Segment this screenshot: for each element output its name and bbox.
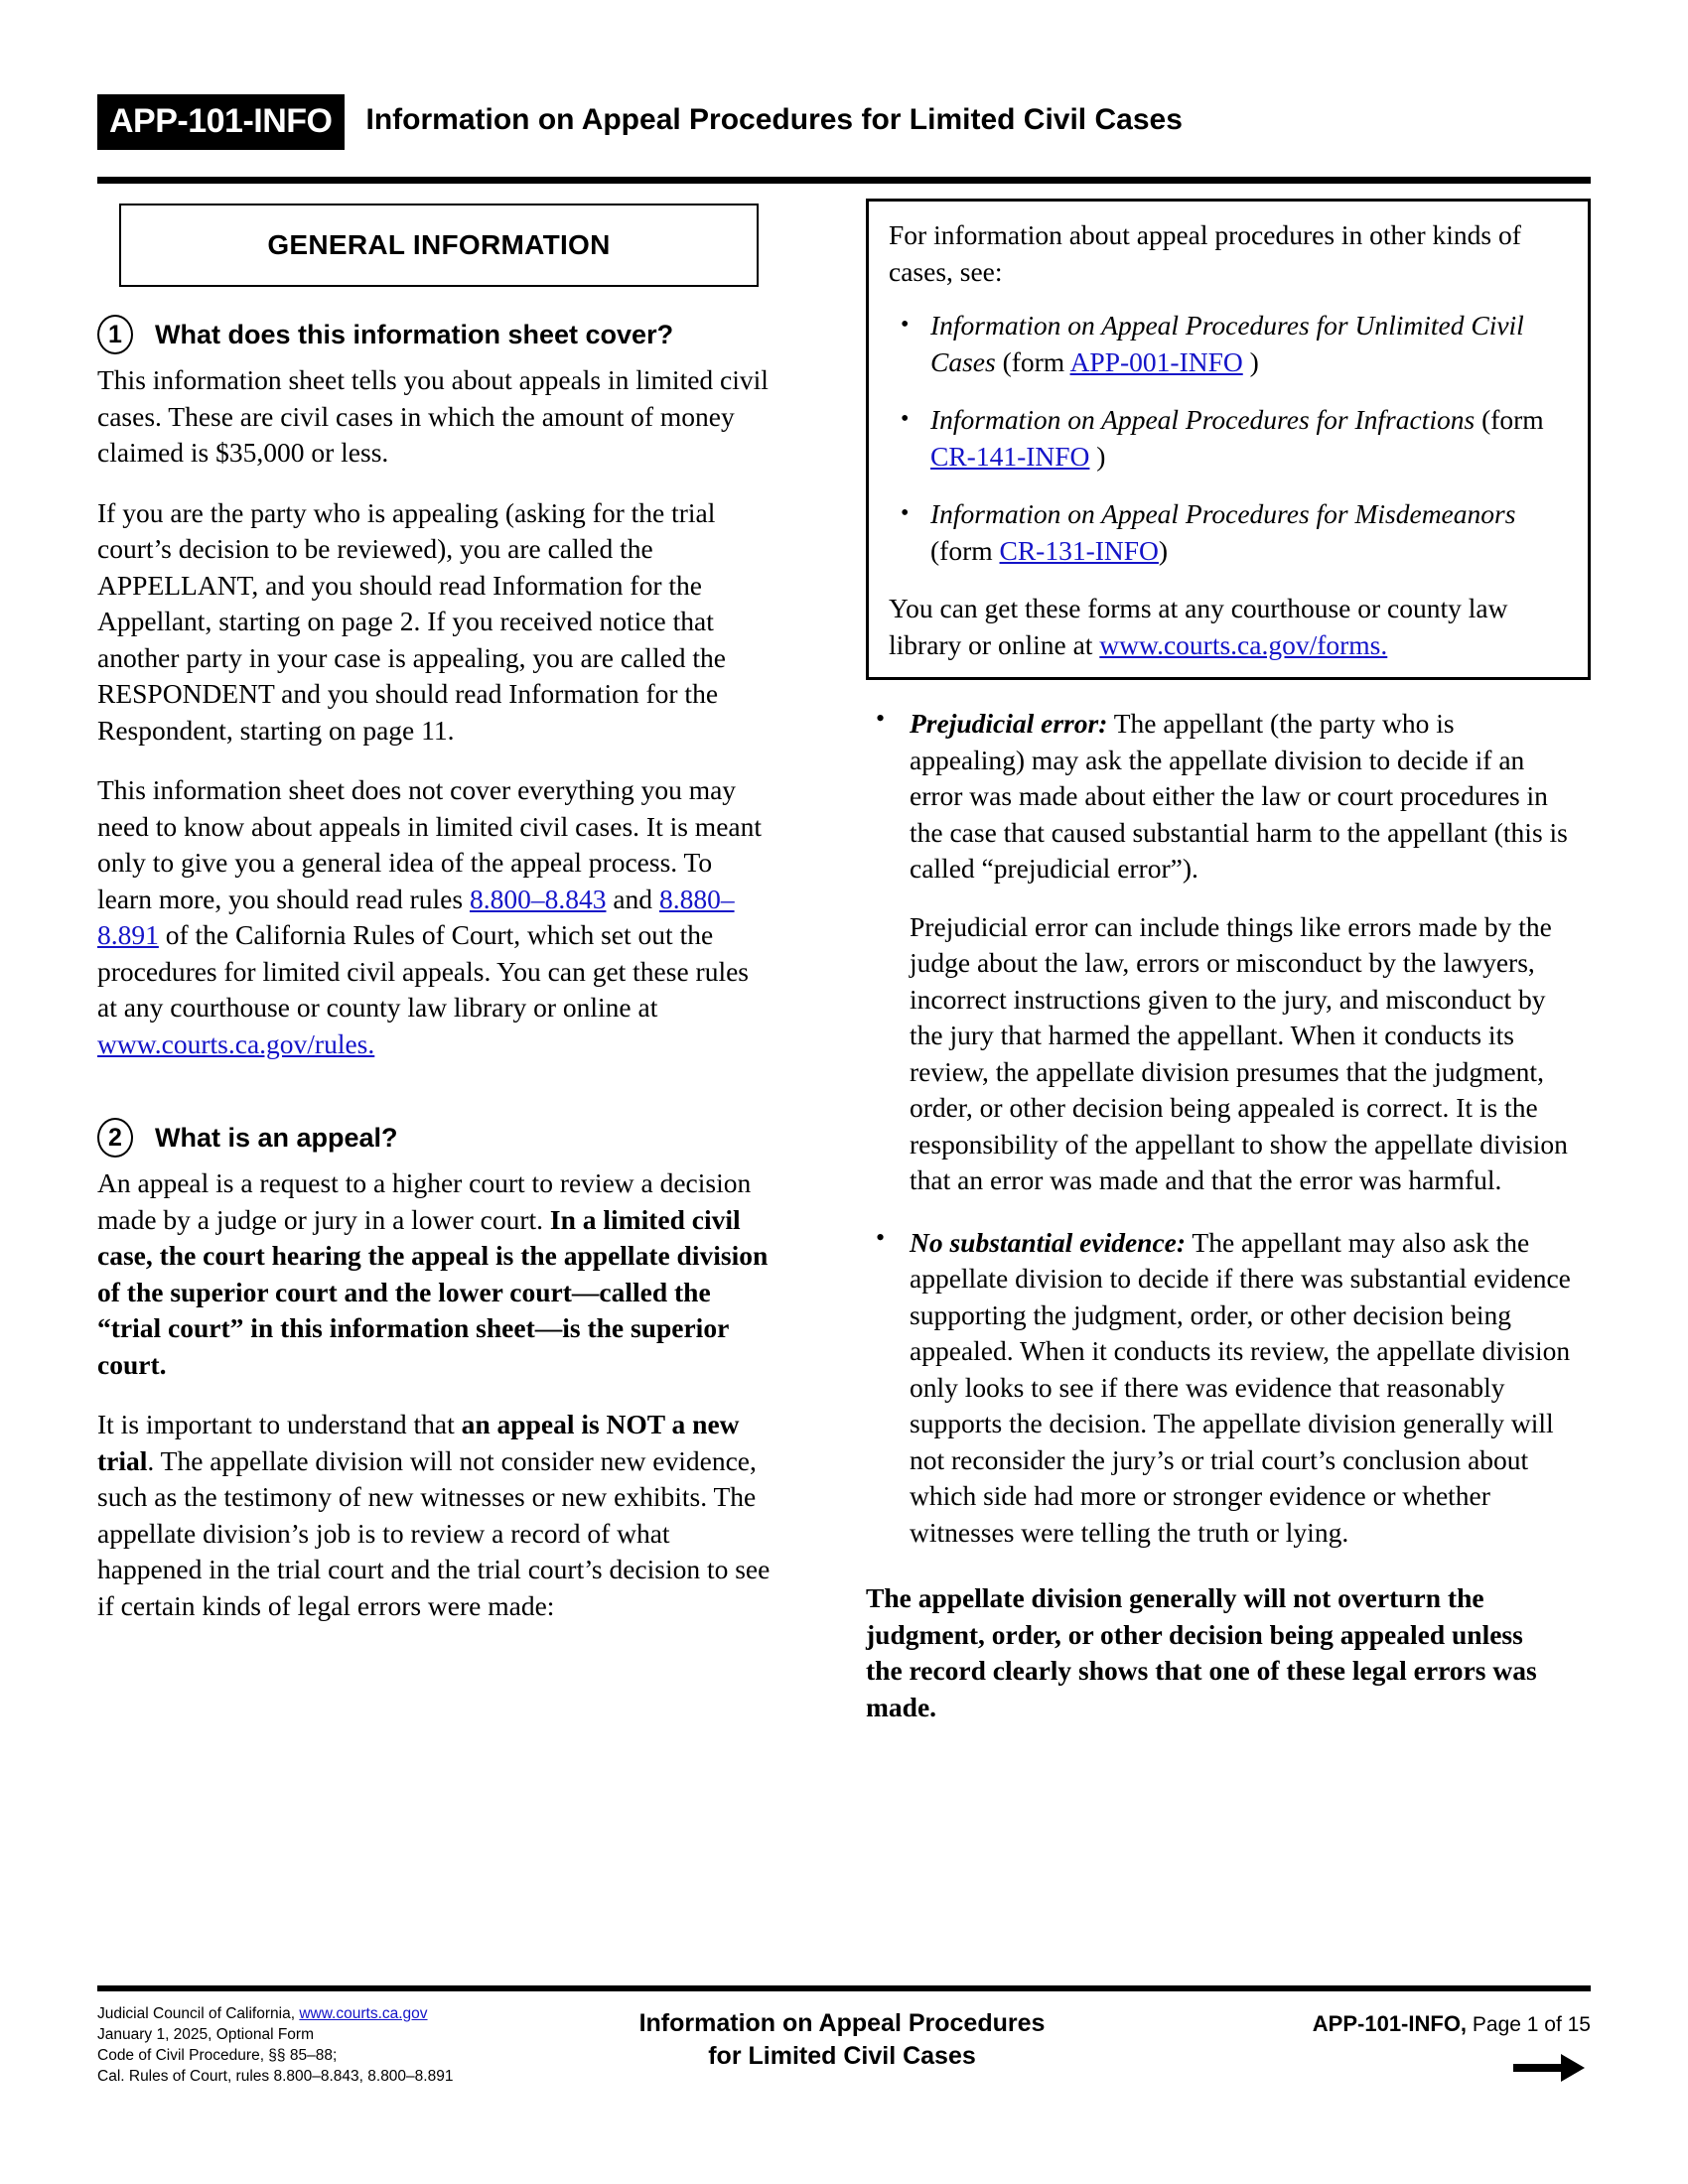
- link-form-cr-131-info[interactable]: CR-131-INFO: [999, 534, 1159, 566]
- form-suffix: ): [1089, 440, 1106, 472]
- legal-error-types-list: [866, 706, 1591, 1551]
- left-column: [97, 204, 792, 1648]
- form-title-infractions: Information on Appeal Procedures for Infractions: [930, 404, 1476, 435]
- list-item: [866, 1225, 1591, 1552]
- paragraph-not-a-new-trial: [97, 1407, 773, 1624]
- list-item: [889, 402, 1568, 475]
- prejudicial-error-detail: Prejudicial error can include things like errors made by the judge about the law, errors or misconduct by the lawyers, incorrect instructions given to the jury, and misconduct by the jury that harmed the appellant. When it conducts its review, the appellate division presumes that the judgment, order, or other decision being appealed is correct. It is the responsibility of the appellant to show the appellate division that an error was made and that the error was harmful.: [910, 910, 1568, 1195]
- other-appeal-procedures-box: [866, 199, 1591, 680]
- list-item: [889, 308, 1568, 380]
- see-box-intro: For information about appeal procedures in other kinds of cases, see:: [889, 219, 1521, 287]
- paragraph-appeal-definition: [97, 1165, 773, 1383]
- footer-legal-citations: [97, 2003, 574, 2087]
- list-item: [866, 706, 1591, 1199]
- footer-page-info: [1313, 2011, 1591, 2037]
- section-number-1: 1: [97, 315, 133, 354]
- footer-divider: [97, 1985, 1591, 1991]
- footer-page-number: Page 1 of 15: [1472, 2013, 1591, 2036]
- section-title-1: What does this information sheet cover?: [155, 319, 674, 349]
- paragraph-parties: If you are the party who is appealing (asking for the trial court’s decision to be reviewed), you are called the APPELLANT, and you should read Information for the Appellant, starting on page 2. If you received notice that another party in your case is appealing, you are called the RESPONDENT and you should read Information for the Respondent, starting on page 11.: [97, 496, 727, 746]
- link-courts-ca-gov-rules[interactable]: www.courts.ca.gov/rules.: [97, 1027, 375, 1059]
- paragraph-rules: [97, 772, 773, 1062]
- footer-council-text: Judicial Council of California,: [97, 2005, 300, 2022]
- page-header: [97, 94, 1591, 150]
- general-information-label: GENERAL INFORMATION: [267, 229, 611, 260]
- form-title-unlimited-civil: Information on Appeal Procedures for Unlimited Civil Cases: [930, 310, 1524, 377]
- rules-text-b: and: [606, 883, 659, 914]
- link-courts-ca-gov[interactable]: www.courts.ca.gov: [299, 2005, 428, 2022]
- section-heading-1: [97, 315, 792, 354]
- no-substantial-evidence-paragraph: [910, 1225, 1575, 1552]
- link-form-cr-141-info[interactable]: CR-141-INFO: [930, 440, 1090, 472]
- no-substantial-evidence-lead: No substantial evidence:: [910, 1226, 1187, 1258]
- page-footer: [97, 2003, 1591, 2122]
- footer-rules-citation: Cal. Rules of Court, rules 8.800–8.843, 8.800–8.891: [97, 2068, 454, 2085]
- not-new-trial-rest: . The appellate division will not consider new evidence, such as the testimony of new witnesses or new exhibits. The appellate division’s job is to review a record of what happened in the trial court and the trial court’s decision to see if certain kinds of legal errors were made:: [97, 1444, 771, 1621]
- section-title-2: What is an appeal?: [155, 1122, 398, 1153]
- footer-code-citation: Code of Civil Procedure, §§ 85–88;: [97, 2047, 338, 2064]
- list-item: [889, 496, 1568, 569]
- link-courts-ca-gov-forms[interactable]: www.courts.ca.gov/forms.: [1099, 628, 1388, 660]
- footer-title-line-2: for Limited Civil Cases: [708, 2042, 976, 2070]
- see-box-where-to-get: [889, 591, 1568, 663]
- prejudicial-error-body: The appellant (the party who is appealing) may ask the appellate division to decide if an error was made about either the law or court procedures in the case that caused substantial harm to the appellant (this is called “prejudicial error”).: [910, 708, 1568, 884]
- link-rules-8880-8891[interactable]: 8.880–8.891: [97, 883, 735, 950]
- page-title: Information on Appeal Procedures for Limited Civil Cases: [365, 103, 1183, 136]
- footer-title: [524, 2007, 1160, 2073]
- no-substantial-evidence-body: The appellant may also ask the appellate division to decide if there was substantial evidence supporting the judgment, order, or other decision being appealed. When it conducts its review, the appellate division only looks to see if there was evidence that reasonably supports the decision. The appellate division generally will not reconsider the jury’s or trial court’s conclusion about which side had more or stronger evidence or whether witnesses were telling the truth or lying.: [910, 1226, 1571, 1548]
- footer-title-line-1: Information on Appeal Procedures: [638, 2009, 1046, 2037]
- footer-revision-date: January 1, 2025, Optional Form: [97, 2026, 314, 2043]
- form-prefix: (form: [930, 534, 1000, 566]
- footer-council-line: [97, 2003, 574, 2024]
- form-prefix: (form: [1475, 404, 1544, 435]
- appeal-definition-emphasis: In a limited civil case, the court hearing the appeal is the appellate division of the superior court and the lower court—called the “trial court” in this information sheet—is the superior court.: [97, 1203, 769, 1380]
- rules-text-a: This information sheet does not cover everything you may need to know about appeals in limited civil cases. It is meant only to give you a general idea of the appeal process. To learn more, you should read rules: [97, 774, 762, 914]
- not-new-trial-emphasis: an appeal is NOT a new trial: [97, 1409, 740, 1476]
- form-prefix: (form: [995, 345, 1070, 377]
- where-to-get-text: You can get these forms at any courthouse or county law library or online at: [889, 593, 1508, 660]
- next-page-arrow-icon: [1513, 2051, 1587, 2085]
- prejudicial-error-paragraph: [910, 706, 1575, 887]
- prejudicial-error-lead: Prejudicial error:: [910, 708, 1108, 739]
- form-suffix: ): [1242, 345, 1259, 377]
- general-information-banner: [119, 204, 759, 287]
- appeal-definition-plain: An appeal is a request to a higher court to review a decision made by a judge or jury in a lower court.: [97, 1167, 752, 1235]
- rules-text-c: of the California Rules of Court, which set out the procedures for limited civil appeals. You can get these rules at any courthouse or county law library or online at: [97, 919, 749, 1023]
- form-title-misdemeanors: Information on Appeal Procedures for Misdemeanors: [930, 498, 1516, 529]
- header-divider: [97, 177, 1591, 184]
- not-new-trial-lead: It is important to understand that: [97, 1409, 462, 1439]
- footer-form-id: APP-101-INFO,: [1312, 2011, 1468, 2036]
- section-number-2: 2: [97, 1118, 133, 1158]
- closing-note: The appellate division generally will not overturn the judgment, order, or other decision being appealed unless the record clearly shows that one of these legal errors was made.: [866, 1582, 1537, 1722]
- link-form-app-001-info[interactable]: APP-001-INFO: [1069, 345, 1243, 377]
- right-column: [866, 199, 1591, 1725]
- other-forms-list: [889, 308, 1568, 569]
- form-number-badge: APP-101-INFO: [97, 94, 345, 150]
- paragraph-coverage: This information sheet tells you about appeals in limited civil cases. These are civil cases in which the amount of money claimed is $35,000 or less.: [97, 364, 769, 468]
- link-rules-8800-8843[interactable]: 8.800–8.843: [469, 883, 607, 914]
- section-heading-2: [97, 1118, 792, 1158]
- form-suffix: ): [1158, 534, 1169, 566]
